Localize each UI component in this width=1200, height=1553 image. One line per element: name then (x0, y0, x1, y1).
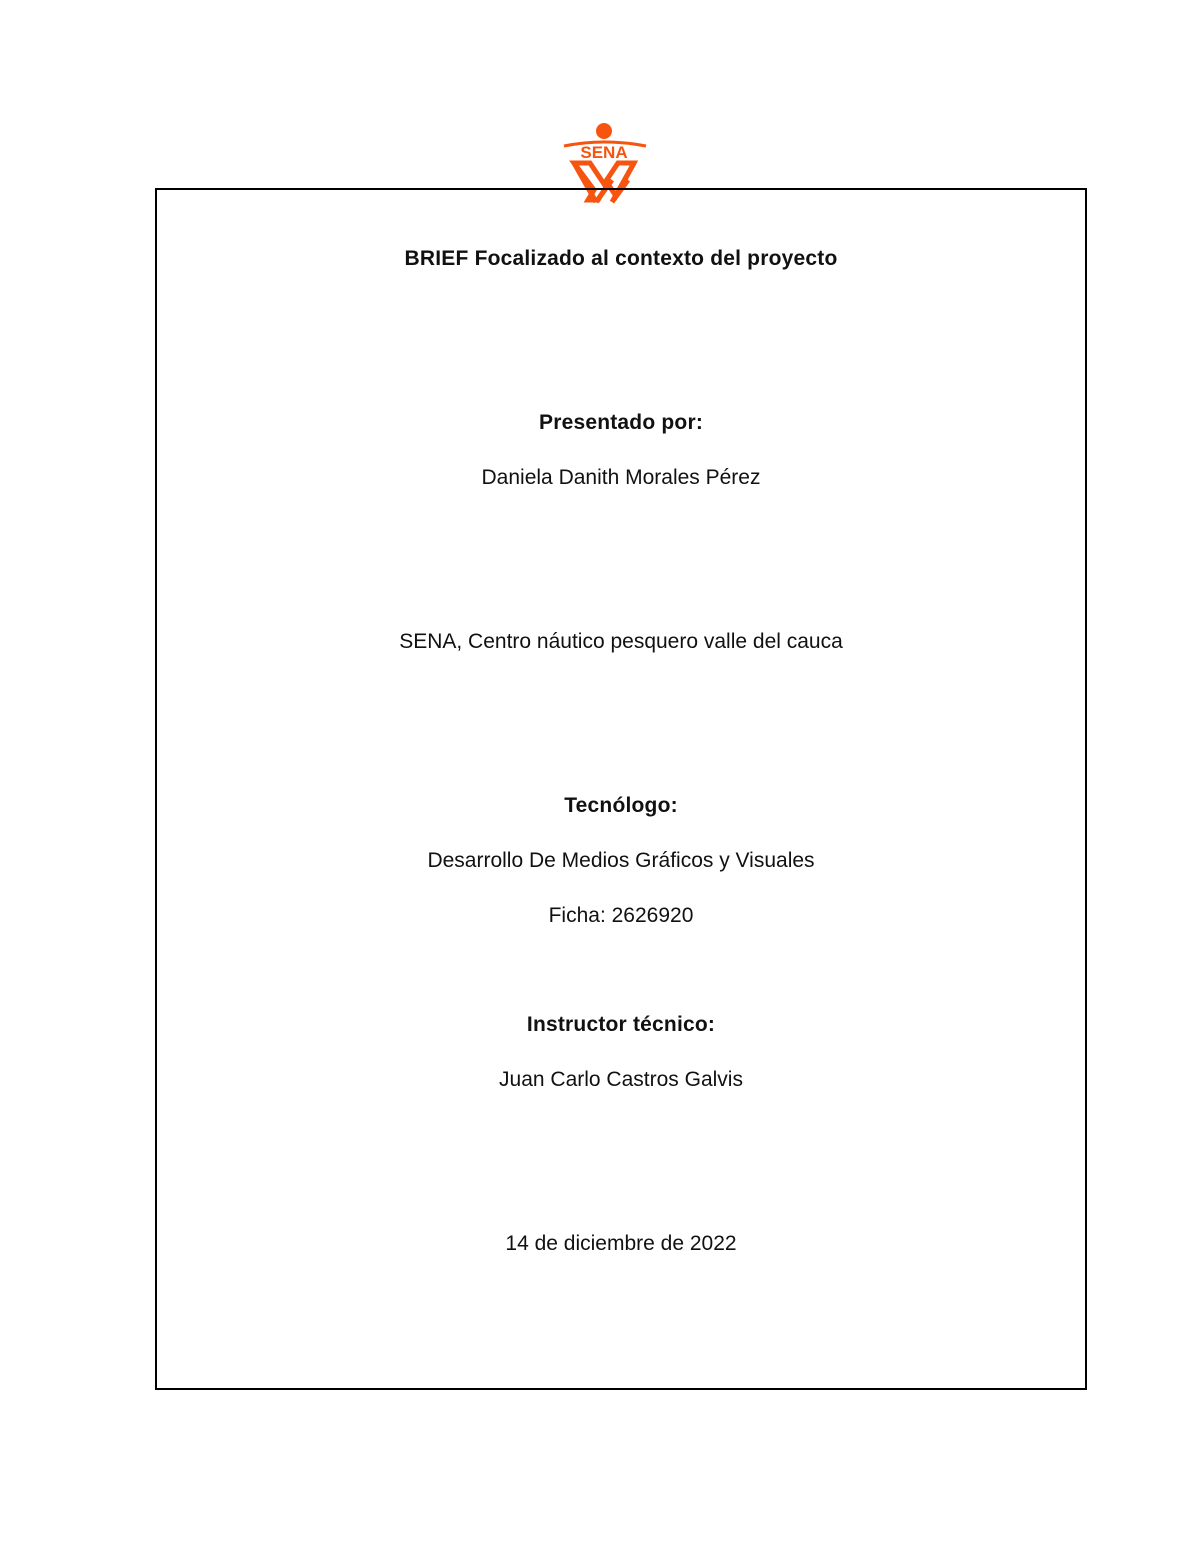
instructor-name: Juan Carlo Castros Galvis (499, 1068, 743, 1091)
document-date: 14 de diciembre de 2022 (505, 1232, 737, 1255)
program-name: Desarrollo De Medios Gráficos y Visuales (427, 849, 815, 872)
institution-name: SENA, Centro náutico pesquero valle del cauca (399, 630, 843, 653)
author-name: Daniela Danith Morales Pérez (481, 466, 761, 489)
presented-by-label: Presentado por: (538, 411, 704, 434)
logo-text: SENA (580, 143, 628, 162)
ficha-number: Ficha: 2626920 (548, 904, 694, 927)
logo-head-icon (596, 123, 612, 139)
document-title: BRIEF Focalizado al contexto del proyecto (404, 247, 838, 270)
instructor-label: Instructor técnico: (526, 1013, 716, 1036)
cover-frame (155, 188, 1087, 1390)
program-label: Tecnólogo: (564, 794, 678, 817)
